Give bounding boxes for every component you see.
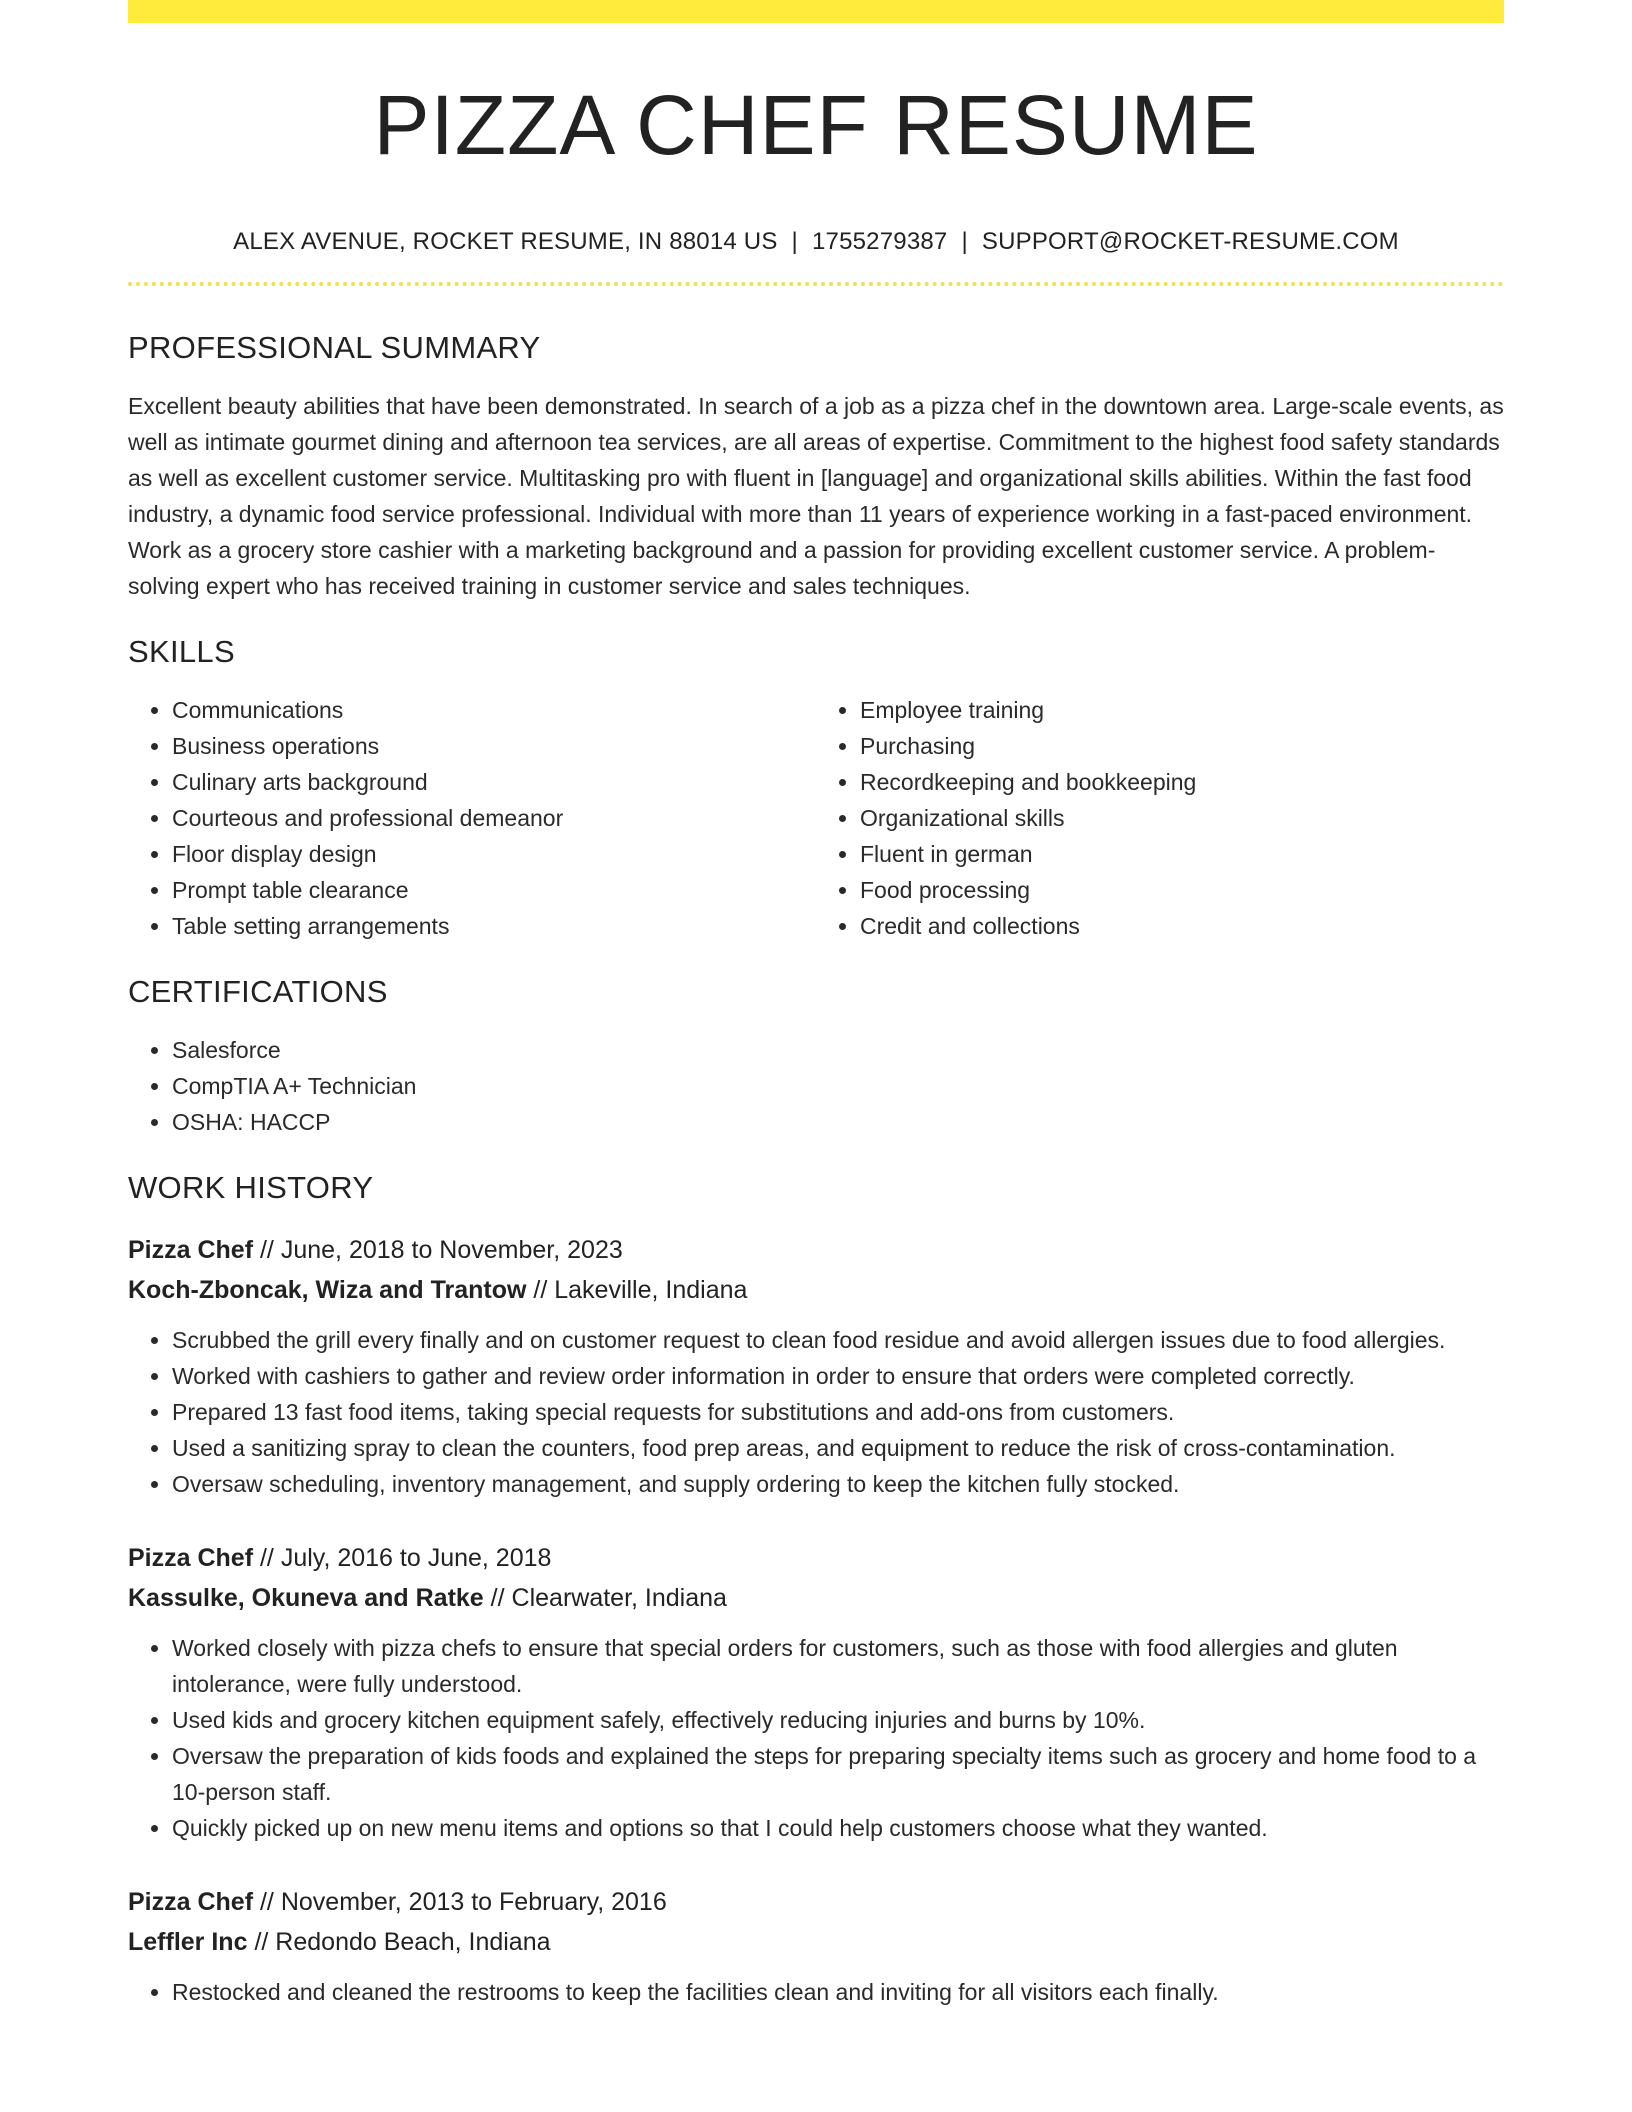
job-bullet: • Restocked and cleaned the restrooms to keep the facilities clean and inviting for all visitors each finally.	[172, 1974, 1504, 2010]
skills-right-list	[816, 692, 1504, 944]
job-company-line	[128, 1922, 1504, 1962]
skill-item: • Purchasing	[860, 728, 1504, 764]
job-location: Lakeville, Indiana	[554, 1276, 748, 1304]
skill-item: • Organizational skills	[860, 800, 1504, 836]
top-accent-bar	[128, 0, 1504, 23]
phone: 1755279387	[811, 228, 948, 255]
skill-item: • Prompt table clearance	[172, 872, 816, 908]
certification-item: • CompTIA A+ Technician	[172, 1068, 1504, 1104]
job-entry	[128, 1538, 1504, 1846]
skill-item: • Employee training	[860, 692, 1504, 728]
job-bullet: • Worked with cashiers to gather and review order information in order to ensure that orders were completed correctly.	[172, 1358, 1504, 1394]
job-bullets	[128, 1974, 1504, 2010]
skill-item: • Business operations	[172, 728, 816, 764]
job-dates: November, 2013 to February, 2016	[280, 1888, 667, 1916]
certification-item: • OSHA: HACCP	[172, 1104, 1504, 1140]
job-title-line	[128, 1230, 1504, 1270]
contact-line	[128, 227, 1504, 257]
email: SUPPORT@ROCKET-RESUME.COM	[981, 228, 1399, 255]
skills-left-list	[128, 692, 816, 944]
skill-item: • Culinary arts background	[172, 764, 816, 800]
skills-columns	[128, 692, 1504, 944]
job-bullet: • Prepared 13 fast food items, taking special requests for substitutions and add-ons from customers.	[172, 1394, 1504, 1430]
job-company: Kassulke, Okuneva and Ratke	[128, 1584, 484, 1612]
job-title: Pizza Chef	[128, 1236, 254, 1264]
skill-item: • Communications	[172, 692, 816, 728]
skills-heading: SKILLS	[128, 634, 235, 669]
job-dates: June, 2018 to November, 2023	[280, 1236, 623, 1264]
job-company-line	[128, 1578, 1504, 1618]
dotted-divider	[128, 282, 1504, 286]
work-history-heading: WORK HISTORY	[128, 1170, 374, 1205]
job-divider: //	[533, 1276, 548, 1304]
summary-heading: PROFESSIONAL SUMMARY	[128, 330, 541, 365]
job-entry	[128, 1230, 1504, 1502]
skill-item: • Courteous and professional demeanor	[172, 800, 816, 836]
job-divider: //	[259, 1888, 274, 1916]
job-company: Leffler Inc	[128, 1928, 248, 1956]
job-divider: //	[490, 1584, 505, 1612]
contact-separator: |	[791, 228, 798, 255]
job-location: Clearwater, Indiana	[511, 1584, 727, 1612]
job-title-line	[128, 1882, 1504, 1922]
job-bullet: • Used a sanitizing spray to clean the counters, food prep areas, and equipment to reduce the risk of cross-contamination.	[172, 1430, 1504, 1466]
skill-item: • Floor display design	[172, 836, 816, 872]
job-bullet: • Oversaw scheduling, inventory management, and supply ordering to keep the kitchen fully stocked.	[172, 1466, 1504, 1502]
job-company-line	[128, 1270, 1504, 1310]
job-entry	[128, 1882, 1504, 2010]
skill-item: • Fluent in german	[860, 836, 1504, 872]
resume-title: PIZZA CHEF RESUME	[373, 78, 1259, 172]
certification-item: • Salesforce	[172, 1032, 1504, 1068]
job-divider: //	[259, 1544, 274, 1572]
skill-item: • Food processing	[860, 872, 1504, 908]
job-bullet: • Oversaw the preparation of kids foods and explained the steps for preparing specialty items such as grocery and home food to a 10-person staff.	[172, 1738, 1504, 1810]
job-bullet: • Used kids and grocery kitchen equipment safely, effectively reducing injuries and burns by 10%.	[172, 1702, 1504, 1738]
job-dates: July, 2016 to June, 2018	[280, 1544, 552, 1572]
job-bullets	[128, 1322, 1504, 1502]
contact-separator: |	[961, 228, 968, 255]
job-title: Pizza Chef	[128, 1888, 254, 1916]
job-location: Redondo Beach, Indiana	[275, 1928, 551, 1956]
resume-page	[128, 0, 1504, 2010]
job-bullet: • Scrubbed the grill every finally and on customer request to clean food residue and avoid allergen issues due to food allergies.	[172, 1322, 1504, 1358]
certifications-list	[128, 1032, 1504, 1140]
job-bullet: • Quickly picked up on new menu items and options so that I could help customers choose what they wanted.	[172, 1810, 1504, 1846]
job-divider: //	[254, 1928, 269, 1956]
job-bullet: • Worked closely with pizza chefs to ensure that special orders for customers, such as those with food allergies and gluten intolerance, were fully understood.	[172, 1630, 1504, 1702]
job-title: Pizza Chef	[128, 1544, 254, 1572]
summary-text: Excellent beauty abilities that have been demonstrated. In search of a job as a pizza chef in the downtown area. Large-scale events, as well as intimate gourmet dining and afternoon tea services, are all areas of expertise. Commitment to the highest food safety standards as well as excellent customer service. Multitasking pro with fluent in [language] and organizational skills abilities. Within the fast food industry, a dynamic food service professional. Individual with more than 11 years of experience working in a fast-paced environment. Work as a grocery store cashier with a marketing background and a passion for providing excellent customer service. A problem-solving expert who has received training in customer service and sales techniques.	[128, 393, 1504, 599]
skill-item: • Recordkeeping and bookkeeping	[860, 764, 1504, 800]
job-company: Koch-Zboncak, Wiza and Trantow	[128, 1276, 527, 1304]
job-title-line	[128, 1538, 1504, 1578]
skill-item: • Credit and collections	[860, 908, 1504, 944]
job-bullets	[128, 1630, 1504, 1846]
address: ALEX AVENUE, ROCKET RESUME, IN 88014 US	[233, 228, 778, 255]
job-divider: //	[259, 1236, 274, 1264]
skill-item: • Table setting arrangements	[172, 908, 816, 944]
certifications-heading: CERTIFICATIONS	[128, 974, 388, 1009]
